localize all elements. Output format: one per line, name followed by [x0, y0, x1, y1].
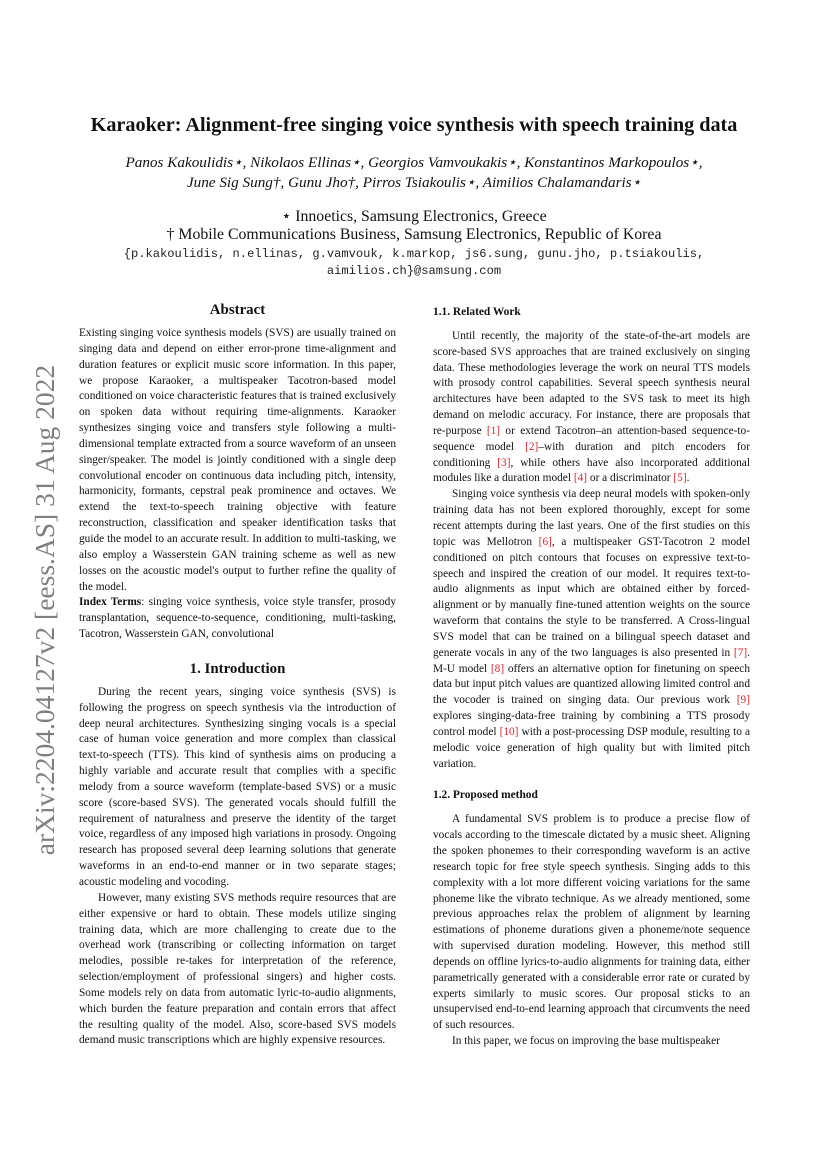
affiliation-2: † Mobile Communications Business, Samsung Electronics, Republic of Korea: [166, 226, 662, 243]
related-work-paragraph-2: Singing voice synthesis via deep neural models with spoken-only training data has not been explored thoroughly, except for some recent attempts during the last years. One of the first studies on this topic was Mellotron [6], a multispeaker GST-Tacotron 2 model conditioned on pitch contours that focuses on expressive text-to-speech and inspired the creation of our model. It requires text-to-audio alignments as input which are obtained either by forced-alignment or by manually fine-tuned attention weights on the source waveform that contains the style to be transferred. A Cross-lingual SVS model that can be trained on a bilingual speech dataset and generate vocals in any of the two languages is also presented in [7]. M-U model [8] offers an alternative option for finetuning on speech data but input pitch values are quantized allowing limited control and the vocoder is trained on singing data. Our previous work [9] explores singing-data-free training by combining a TTS prosody control model [10] with a post-processing DSP module, resulting to a melodic voice generation of high quality but with limited pitch variation.: [433, 488, 751, 770]
intro-paragraph-1: During the recent years, singing voice synthesis (SVS) is following the progress on speech synthesis via the introduction of deep neural architectures. Synthesizing singing vocals is a special case of human voice generation and more complex than classical text-to-speech (TTS). This kind of synthesis aims on producing a highly variable and accurate result that complies with a specific melody from a source waveform (template-based SVS) or a music score (score-based SVS). The generated vocals should fulfill the requirement of naturalness and preserve the identity of the target voice, regardless of any imposed high variations in prosody. Ongoing research has proposed several deep learning solutions that generate waveforms in an end-to-end manner or in two separate stages; acoustic modeling and vocoding.: [79, 685, 396, 888]
index-terms: [79, 595, 396, 643]
author-line-1: Panos Kakoulidis⋆, Nikolaos Ellinas⋆, Georgios Vamvoukakis⋆, Konstantinos Markopoulos⋆,: [125, 154, 703, 171]
citation-link[interactable]: [6]: [538, 535, 552, 548]
arxiv-identifier-stamp: [30, 348, 60, 871]
citation-link[interactable]: [7]: [733, 646, 748, 659]
author-emails: [90, 246, 738, 280]
introduction-heading: 1. Introduction: [189, 660, 286, 677]
citation-link[interactable]: [8]: [490, 662, 505, 675]
citation-link[interactable]: [9]: [736, 694, 750, 707]
proposed-paragraph-2: In this paper, we focus on improving the base multispeaker: [452, 1035, 720, 1048]
related-work-paragraph-1: Until recently, the majority of the state-of-the-art models are score-based SVS approaches that are trained exclusively on singing data. These methodologies leverage the work on neural TTS models with prosody control capabilities. Several speech synthesis neural architectures have been adapted to the SVS task to meet its high demand on melodic accuracy. For instance, there are proposals that re-purpose [1] or extend Tacotron–an attention-based sequence-to-sequence model [2]–with duration and pitch encoders for conditioning [3], while others have also incorporated additional modules like a duration model [4] or a discriminator [5].: [433, 329, 751, 485]
right-column: [433, 300, 750, 1050]
abstract-text: Existing singing voice synthesis models (SVS) are usually trained on singing data and depend on either error-prone time-alignment and duration features or explicit music score information. In this paper, we propose Karaoker, a multispeaker Tacotron-based model conditioned on voice characteristic features that is trained exclusively on spoken data without requiring time-alignments. Karaoker synthesizes singing voice and transfers style following a multi-dimensional template extracted from a source waveform of an unseen singer/speaker. The model is jointly conditioned with a single deep convolutional encoder on continuous data including pitch, intensity, harmonicity, formants, cepstral peak prominence and octaves. We extend the text-to-speech training objective with feature reconstruction, classification and speaker identification tasks that guide the model to an accurate result. In addition to multi-tasking, we also employ a Wasserstein GAN training scheme as well as new losses on the acoustic model's output to further refine the quality of the model.: [79, 327, 396, 593]
citation-link[interactable]: [4]: [573, 472, 588, 485]
related-work-heading: 1.1. Related Work: [433, 306, 521, 318]
proposed-method-heading: 1.2. Proposed method: [433, 789, 538, 802]
citation-link[interactable]: [2]: [525, 440, 539, 453]
email-line-2: aimilios.ch}@samsung.com: [326, 264, 502, 278]
citation-link[interactable]: [5]: [673, 472, 687, 485]
citation-link[interactable]: [3]: [497, 456, 511, 469]
left-column: [79, 300, 396, 1049]
citation-link[interactable]: [1]: [486, 424, 501, 437]
arxiv-id-text: arXiv:2204.04127v2 [eess.AS] 31 Aug 2022: [29, 364, 61, 855]
index-terms-label: Index Terms: [79, 596, 142, 609]
author-line-2: June Sig Sung†, Gunu Jho†, Pirros Tsiakoulis⋆, Aimilios Chalamandaris⋆: [186, 174, 642, 191]
paper-title: Karaoker: Alignment-free singing voice synthesis with speech training data: [90, 114, 738, 136]
citation-link[interactable]: [10]: [499, 725, 519, 738]
index-terms-text: : singing voice synthesis, voice style transfer, prosody transplantation, sequence-to-sequence, conditioning, multi-tasking, Tacotron, Wasserstein GAN, convolutional: [79, 596, 396, 641]
intro-paragraph-2: However, many existing SVS methods require resources that are either expensive or hard to obtain. These models utilize singing training data, which are more challenging to create due to the overhead work (transcribing or collecting information on target melodies, possible re-takes for interpretation of the reference, selection/employment of professional singers) and higher costs. Some models rely on data from automatic lyric-to-audio alignments, which burden the feature preparation and contain errors that affect the resulting quality of the model. Also, score-based SVS models demand music transcriptions which are highly expensive resources.: [79, 891, 396, 1047]
author-list: [90, 153, 738, 193]
abstract-heading: Abstract: [209, 302, 266, 318]
proposed-paragraph-1: A fundamental SVS problem is to produce a precise flow of vocals according to the timescale dictated by a music sheet. Aligning the spoken phonemes to their corresponding waveform is an active research topic for free style speech synthesis. Singing adds to this complexity with a lot more different voicing variations for the same phoneme like the vibrato technique. As we already mentioned, some previous approaches relax the problem of alignment by learning estimations of phoneme durations given a phoneme/note sequence with supervised duration modeling. However, this method still depends on offline lyrics-to-audio alignments for training data, either parametrically generated with a considerable error rate or curated by experts similarly to music scores. Our proposal sticks to an unsupervised end-to-end learning approach that circumvents the need of such resources.: [433, 813, 750, 1032]
affiliation-1: ⋆ Innoetics, Samsung Electronics, Greece: [281, 208, 547, 225]
email-line-1: {p.kakoulidis, n.ellinas, g.vamvouk, k.markop, js6.sung, gunu.jho, p.tsiakoulis,: [123, 247, 705, 261]
